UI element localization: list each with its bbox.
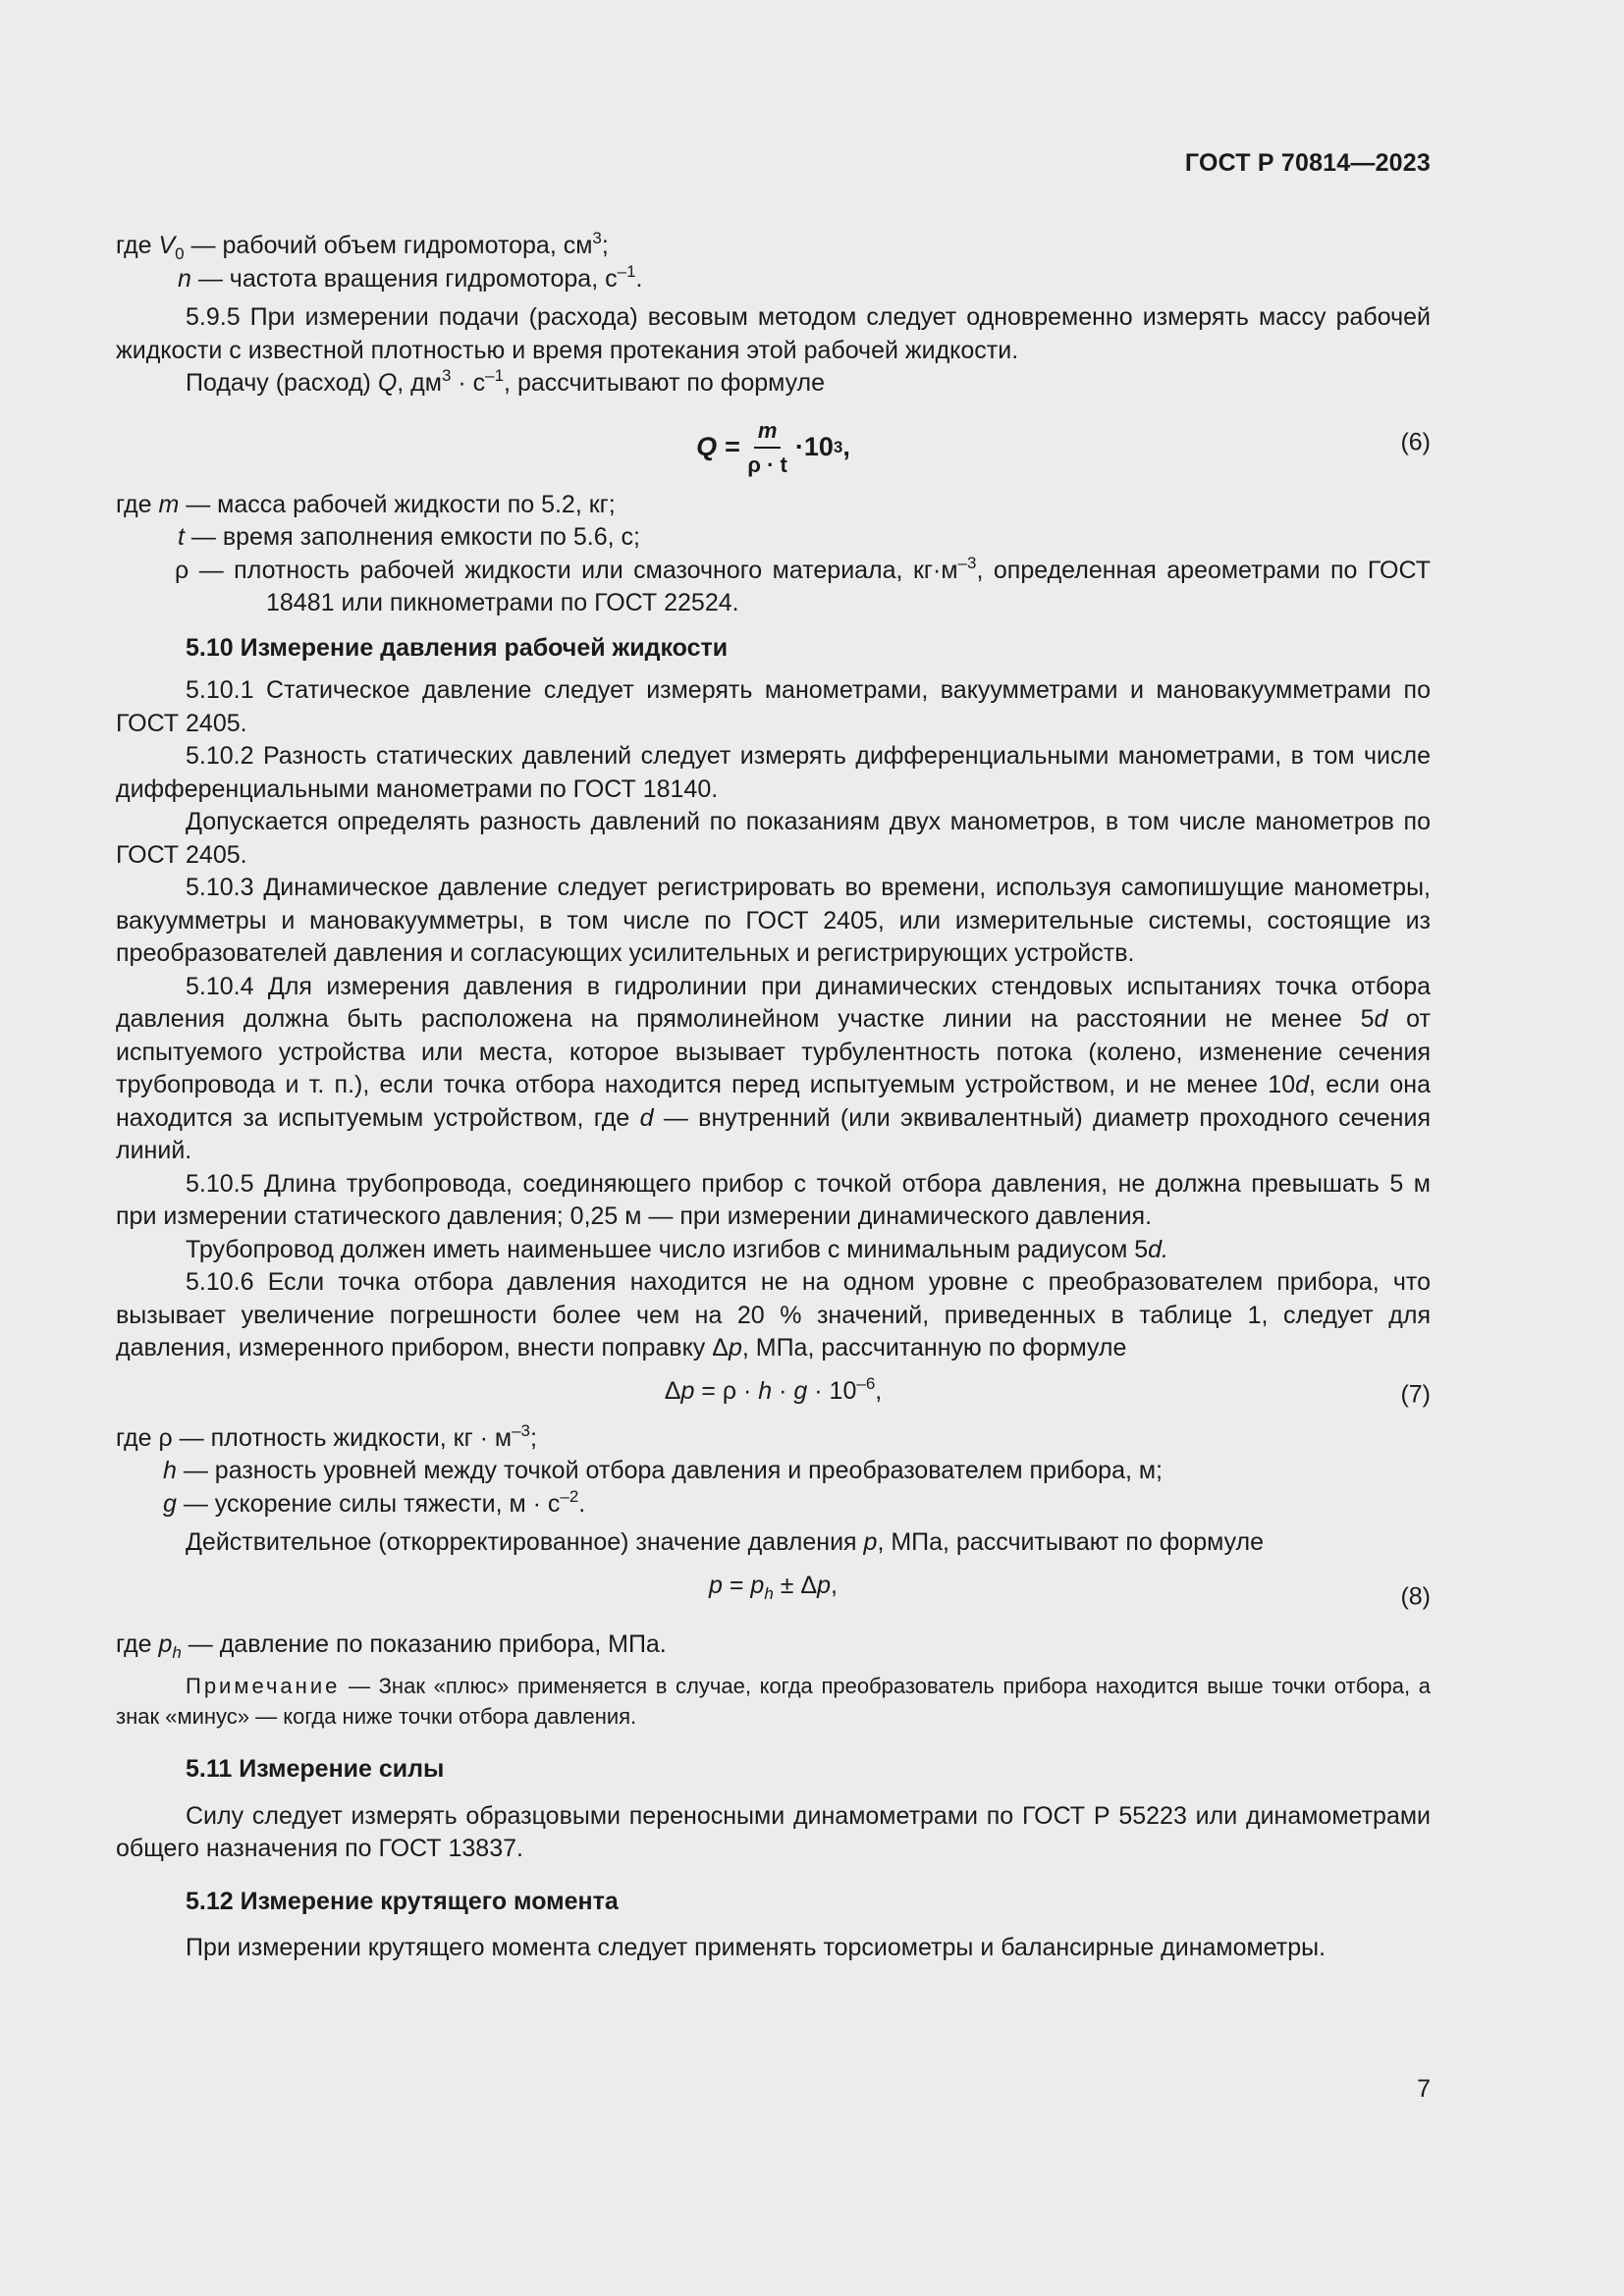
formula-number: (6) bbox=[1400, 427, 1431, 455]
formula-6 bbox=[116, 406, 1431, 479]
paragraph-5-12: При измерении крутящего момента следует применять торсиометры и балансирные динамометры. bbox=[186, 1934, 1326, 1961]
definition-item: где ρ — плотность жидкости, кг · $м^{-3}$; bbox=[116, 1420, 537, 1452]
definition-item: n — частота вращения гидромотора, $с^{-1}$. bbox=[178, 261, 643, 293]
section-heading-5-12: 5.12 Измерение крутящего момента bbox=[186, 1887, 619, 1915]
paragraph-5-10-1: 5.10.1 Статическое давление следует измерять манометрами, вакуумметрами и мановакуумметрами по ГОСТ 2405. bbox=[116, 676, 1431, 737]
paragraph-5-10-6: 5.10.6 Если точка отбора давления находится не на одном уровне с преобразователем прибора, что вызывает увеличение погрешности более чем на 20 % значений, приведенных в таблице 1, следует для давления, измеренного прибором, внести поправку Δp, МПа, рассчитанную по формуле bbox=[116, 1268, 1431, 1362]
definition-list bbox=[116, 1422, 1431, 1522]
definition-item: где $p_h$ — давление по показанию прибора, МПа. bbox=[116, 1629, 667, 1662]
formula-8-expression: $p = p_h \pm \Delta p$, bbox=[709, 1571, 838, 1603]
paragraph-5-9-5: 5.9.5 При измерении подачи (расхода) весовым методом следует одновременно измерять массу рабочей жидкости с известной плотностью и время протекания этой рабочей жидкости. bbox=[116, 303, 1431, 364]
definition-item: ρ — плотность рабочей жидкости или смазочного материала, $кг\cdot м^{-3}$, определенная ареометрами по ГОСТ 18481 или пикнометрами по ГОСТ 22524. bbox=[175, 553, 1431, 616]
paragraph-actual: Действительное (откорректированное) значение давления p, МПа, рассчитывают по формуле bbox=[186, 1528, 1265, 1556]
page-number: 7 bbox=[1417, 2075, 1431, 2103]
definition-item: где $V_0$ — рабочий объем гидромотора, $см^3$; bbox=[116, 229, 609, 263]
formula-7-expression: $\Delta p = \rho \cdot h \cdot g \cdot 10^{-6}$, bbox=[664, 1373, 883, 1405]
document-header: ГОСТ Р 70814—2023 bbox=[1184, 149, 1431, 177]
document-body bbox=[116, 230, 1431, 1965]
paragraph-pipe: Трубопровод должен иметь наименьшее число изгибов с минимальным радиусом 5d. bbox=[186, 1235, 1168, 1263]
paragraph-5-10-4: 5.10.4 Для измерения давления в гидролинии при динамических стендовых испытаниях точка отбора давления должна быть расположена на прямолинейном участке линии на расстоянии не менее 5d от испытуемого устройства или места, которое вызывает турбулентность потока (колено, изменение сечения трубопровода и т. п.), если точка отбора находится перед испытуемым устройством, и не менее 10d, если она находится за испытуемым устройством, где d — внутренний (или эквивалентный) диаметр проходного сечения линий. bbox=[116, 972, 1431, 1164]
definition-list bbox=[116, 489, 1431, 620]
paragraph-5-10-5: 5.10.5 Длина трубопровода, соединяющего прибор с точкой отбора давления, не должна превышать 5 м при измерении статического давления; 0,25 м — при измерении динамического давления. bbox=[116, 1169, 1431, 1230]
formula-number: (8) bbox=[1400, 1582, 1431, 1611]
paragraph-allow: Допускается определять разность давлений по показаниям двух манометров, в том числе манометров по ГОСТ 2405. bbox=[116, 808, 1431, 869]
note: Примечание — Знак «плюс» применяется в случае, когда преобразователь прибора находится выше точки отбора, а знак «минус» — когда ниже точки отбора давления. bbox=[116, 1674, 1431, 1729]
section-heading-5-11: 5.11 Измерение силы bbox=[186, 1755, 445, 1783]
paragraph-5-10-3: 5.10.3 Динамическое давление следует регистрировать во времени, используя самопишущие манометры, вакуумметры и мановакуумметры, в том числе по ГОСТ 2405, или измерительные системы, состоящие из преобразователей давления и согласующих усилительных и регистрирующих устройств. bbox=[116, 874, 1431, 967]
paragraph-q-intro: Подачу (расход) Q, $дм^3 \cdot с^{-1}$, рассчитывают по формуле bbox=[186, 366, 826, 397]
formula-7 bbox=[116, 1365, 1431, 1415]
definition-item: h — разность уровней между точкой отбора давления и преобразователем прибора, м; bbox=[163, 1457, 1163, 1484]
formula-8 bbox=[116, 1560, 1431, 1623]
definition-list bbox=[116, 230, 1431, 295]
definition-item: g — ускорение силы тяжести, $м \cdot с^{-2}$. bbox=[163, 1486, 586, 1518]
paragraph-5-11: Силу следует измерять образцовыми переносными динамометрами по ГОСТ Р 55223 или динамометрами общего назначения по ГОСТ 13837. bbox=[116, 1801, 1431, 1862]
formula-6-expression: Q = $\frac{m}{\rho \cdot t}$ ·10 3 , bbox=[696, 414, 850, 482]
definition-item: t — время заполнения емкости по 5.6, с; bbox=[178, 523, 640, 551]
section-heading-5-10: 5.10 Измерение давления рабочей жидкости bbox=[186, 633, 729, 662]
formula-number: (7) bbox=[1400, 1379, 1431, 1408]
definition-item: где m — масса рабочей жидкости по 5.2, кг; bbox=[116, 490, 616, 518]
fraction: $\frac{m}{\rho \cdot t}$ bbox=[743, 414, 791, 482]
paragraph-5-10-2: 5.10.2 Разность статических давлений следует измерять дифференциальными манометрами, в том числе дифференциальными манометрами по ГОСТ 18140. bbox=[116, 742, 1431, 803]
